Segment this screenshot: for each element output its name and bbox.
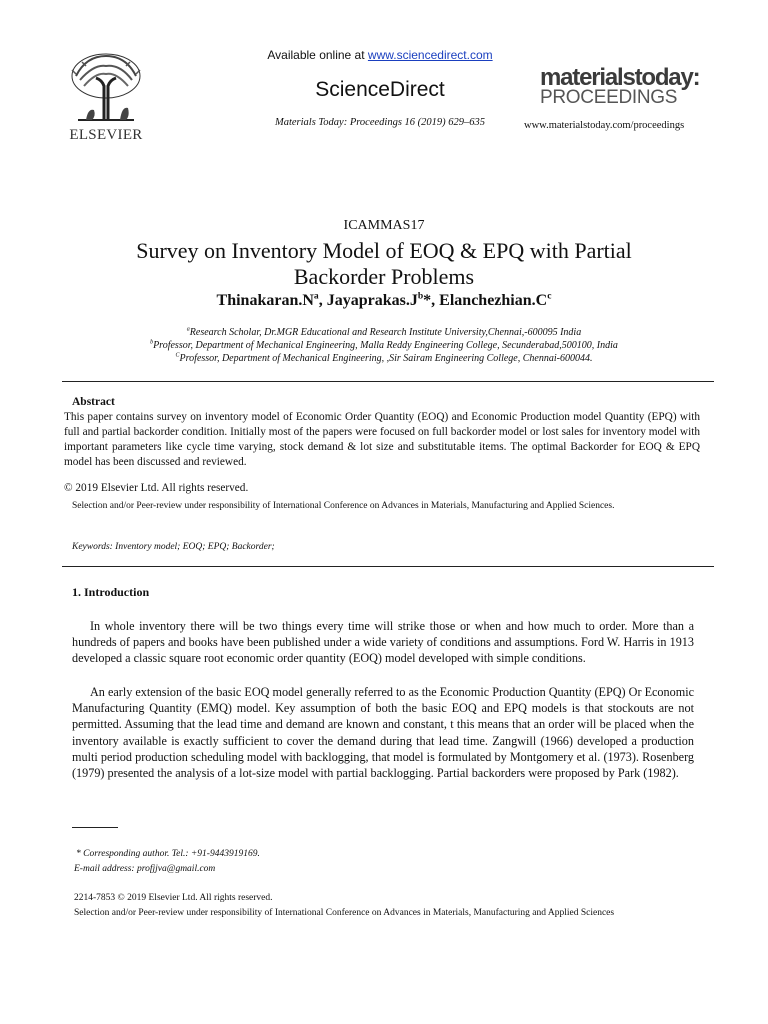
available-online xyxy=(160,48,600,62)
affiliation-list xyxy=(0,326,768,365)
author-name: Elanchezhian.C xyxy=(439,292,548,309)
author-sep: , xyxy=(318,292,327,309)
abstract-review: Selection and/or Peer-review under responsibility of International Conference on Advances in Materials, Manufacturing and Applied Sciences. xyxy=(72,501,615,511)
affiliation-sup: b xyxy=(150,339,154,346)
platform-name: ScienceDirect xyxy=(315,78,445,101)
affiliation xyxy=(0,326,768,339)
keywords: Keywords: Inventory model; EOQ; EPQ; Backorder; xyxy=(72,542,275,552)
brand-sub: PROCEEDINGS xyxy=(540,87,678,108)
brand-colon: : xyxy=(692,64,701,91)
author-name: Jayaprakas.J xyxy=(326,292,418,309)
issn-line: 2214-7853 © 2019 Elsevier Ltd. All rights reserved. xyxy=(74,893,273,903)
materialstoday-logo xyxy=(540,66,710,107)
author-list xyxy=(0,292,768,310)
affiliation-sup: a xyxy=(186,326,190,333)
materialstoday-url[interactable]: www.materialstoday.com/proceedings xyxy=(524,120,685,131)
journal-reference: Materials Today: Proceedings 16 (2019) 629–635 xyxy=(274,117,486,128)
corresponding-author: * Corresponding author. Tel.: +91-9443919169. xyxy=(76,849,260,859)
abstract-heading: Abstract xyxy=(72,396,115,408)
author-sep: *, xyxy=(423,292,440,309)
affiliation-text: Professor, Department of Mechanical Engineering, Malla Reddy Engineering College, Secunderabad,500100, India xyxy=(153,340,618,351)
abstract-bottom-rule xyxy=(62,566,714,567)
conference-code: ICAMMAS17 xyxy=(343,218,425,233)
sciencedirect-link[interactable]: www.sciencedirect.com xyxy=(367,48,493,62)
section-heading: 1. Introduction xyxy=(72,585,150,599)
paper-title-line2: Backorder Problems xyxy=(293,264,475,289)
intro-paragraph-1: In whole inventory there will be two things every time will strike those or when and how much to order. More than a hundreds of papers and books have been published under a wide variety of conditions and assumptions. Ford W. Harris in 1913 developed a classic square root economic order quantity (EOQ) model developed with simple conditions. xyxy=(72,619,694,666)
paper-title-line1: Survey on Inventory Model of EOQ & EPQ with Partial xyxy=(136,238,632,263)
available-prefix: Available online at xyxy=(267,48,368,62)
affiliation-text: Professor, Department of Mechanical Engineering, ,Sir Sairam Engineering College, Chennai-600044. xyxy=(179,353,593,364)
publisher-name: ELSEVIER xyxy=(69,127,143,143)
author-sup: b xyxy=(417,290,424,302)
author-sup: c xyxy=(547,290,552,302)
footer-review: Selection and/or Peer-review under responsibility of International Conference on Advances in Materials, Manufacturing and Applied Sciences xyxy=(74,908,615,918)
footnote-rule xyxy=(72,827,118,828)
affiliation-text: Research Scholar, Dr.MGR Educational and Research Institute University,Chennai,-600095 India xyxy=(189,327,582,338)
author-sup: a xyxy=(313,290,319,302)
affiliation-sup: C xyxy=(175,352,180,359)
elsevier-logo xyxy=(66,50,146,143)
affiliation xyxy=(0,339,768,352)
abstract-top-rule xyxy=(62,381,714,382)
abstract-copyright: © 2019 Elsevier Ltd. All rights reserved. xyxy=(64,482,249,494)
elsevier-tree-icon xyxy=(66,50,146,122)
affiliation xyxy=(0,352,768,365)
abstract-text: This paper contains survey on inventory model of Economic Order Quantity (EOQ) and Economic Production model Quantity (EPQ) with full and partial backorder condition. Initially most of the papers were focused on full backorder model or lost sales for inventory model with important parameters like cycle time varying, stock demand & lot size and substitutable items. The optimal Backorder for EOQ & EPQ model has been discussed and reviewed. xyxy=(64,411,700,468)
author-name: Thinakaran.N xyxy=(216,292,314,309)
intro-paragraph-2: An early extension of the basic EOQ model generally referred to as the Economic Production Quantity (EPQ) Or Economic Manufacturing Quantity (EMQ) model. Key assumption of both the basic EOQ and EPQ models is that stockouts are not permitted. Assuming that the lead time and demand are known and constant, t this means that an order will be placed when the inventory available is exactly sufficient to cover the demand during that lead time. Zangwill (1966) developed a production multi period production scheduling model with backlogging, that model is formulated by Montgomery et al. (1973). Rosenberg (1979) presented the analysis of a lot-size model with partial backlogging. Partial backorders were proposed by Park (1982). xyxy=(72,685,694,781)
email-address[interactable]: E-mail address: profjjva@gmail.com xyxy=(74,864,216,874)
brand-main: materialstoday xyxy=(540,64,693,91)
